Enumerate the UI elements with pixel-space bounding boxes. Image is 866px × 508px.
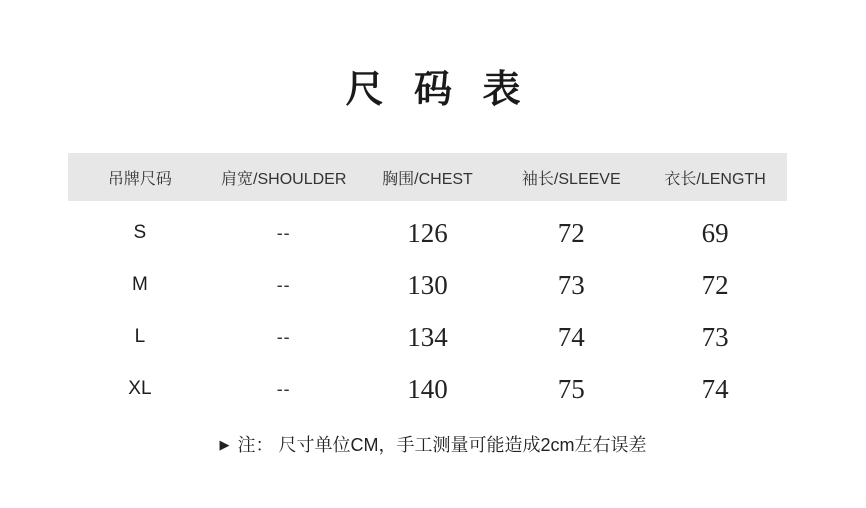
cell-chest: 126 [407, 217, 448, 248]
table-row-s [68, 207, 787, 259]
cell-length: 69 [701, 217, 729, 248]
cell-sleeve: 75 [557, 373, 585, 404]
cell-shoulder: -- [276, 222, 291, 243]
size-table [68, 153, 787, 415]
cell-shoulder: -- [276, 274, 291, 295]
header-cell-chest: 胸围/CHEST [382, 170, 473, 188]
note-text: 注： 尺寸单位CM，手工测量可能造成2cm左右误差 [237, 435, 647, 455]
cell-chest: 134 [407, 321, 448, 352]
header-cell-length: 衣长/LENGTH [664, 170, 766, 188]
table-row-xl [68, 363, 787, 415]
cell-size-label: S [133, 222, 147, 243]
cell-length: 72 [701, 269, 729, 300]
cell-sleeve: 73 [557, 269, 585, 300]
table-row-l [68, 311, 787, 363]
cell-size-label: L [134, 326, 146, 347]
cell-sleeve: 74 [557, 321, 585, 352]
measurement-note [0, 431, 866, 457]
cell-sleeve: 72 [557, 217, 585, 248]
header-cell-tag-size: 吊牌尺码 [107, 170, 172, 188]
triangle-right-icon: ▶ [219, 437, 230, 452]
header-cell-sleeve: 袖长/SLEEVE [521, 170, 621, 188]
cell-length: 74 [701, 373, 729, 404]
page-title: 尺 码 表 [345, 69, 531, 111]
header-cell-shoulder: 肩宽/SHOULDER [221, 170, 347, 188]
table-body [68, 207, 787, 415]
cell-size-label: M [131, 274, 148, 295]
table-header-row [68, 153, 787, 201]
cell-chest: 130 [407, 269, 448, 300]
cell-size-label: XL [128, 378, 152, 399]
cell-chest: 140 [407, 373, 448, 404]
cell-shoulder: -- [276, 326, 291, 347]
cell-length: 73 [701, 321, 729, 352]
cell-shoulder: -- [276, 378, 291, 399]
table-row-m [68, 259, 787, 311]
